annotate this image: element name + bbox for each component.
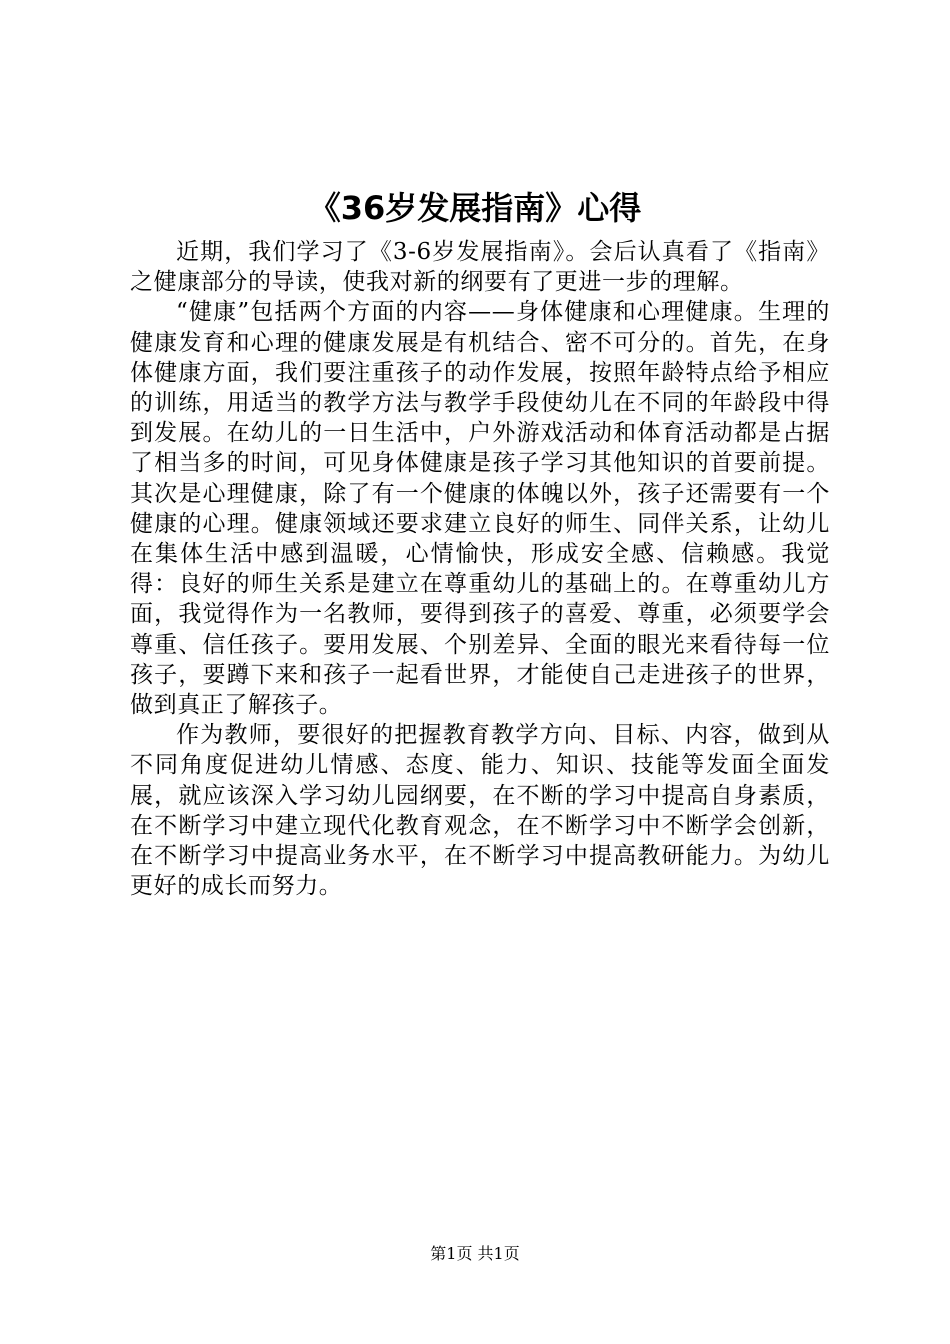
page-footer: 第1页 共1页 xyxy=(430,1244,520,1263)
page-title: 《36岁发展指南》心得 xyxy=(308,189,642,227)
paragraph-2: “健康”包括两个方面的内容——身体健康和心理健康。生理的健康发育和心理的健康发展是有机结合、密不可分的。首先，在身体健康方面，我们要注重孩子的动作发展，按照年龄特点给予相应的训练，用适当的教学方法与教学手段使幼儿在不同的年龄段中得到发展。在幼儿的一日生活中，户外游戏活动和体育活动都是占据了相当多的时间，可见身体健康是孩子学习其他知识的首要前提。其次是心理健康，除了有一个健康的体魄以外，孩子还需要有一个健康的心理。健康领域还要求建立良好的师生、同伴关系，让幼儿在集体生活中感到温暖，心情愉快，形成安全感、信赖感。我觉得：良好的师生关系是建立在尊重幼儿的基础上的。在尊重幼儿方面，我觉得作为一名教师，要得到孩子的喜爱、尊重，必须要学会尊重、信任孩子。要用发展、个别差异、全面的眼光来看待每一位孩子，要蹲下来和孩子一起看世界，才能使自己走进孩子的世界，做到真正了解孩子。 xyxy=(130,299,830,719)
paragraph-3: 作为教师，要很好的把握教育教学方向、目标、内容，做到从不同角度促进幼儿情感、态度、能力、知识、技能等发面全面发展，就应该深入学习幼儿园纲要，在不断的学习中提高自身素质，在不断学习中建立现代化教育观念，在不断学习中不断学会创新，在不断学习中提高业务水平，在不断学习中提高教研能力。为幼儿更好的成长而努力。 xyxy=(130,722,830,900)
document-body xyxy=(130,237,830,901)
paragraph-1: 近期，我们学习了《3-6岁发展指南》。会后认真看了《指南》之健康部分的导读，使我对新的纲要有了更进一步的理解。 xyxy=(130,239,830,296)
